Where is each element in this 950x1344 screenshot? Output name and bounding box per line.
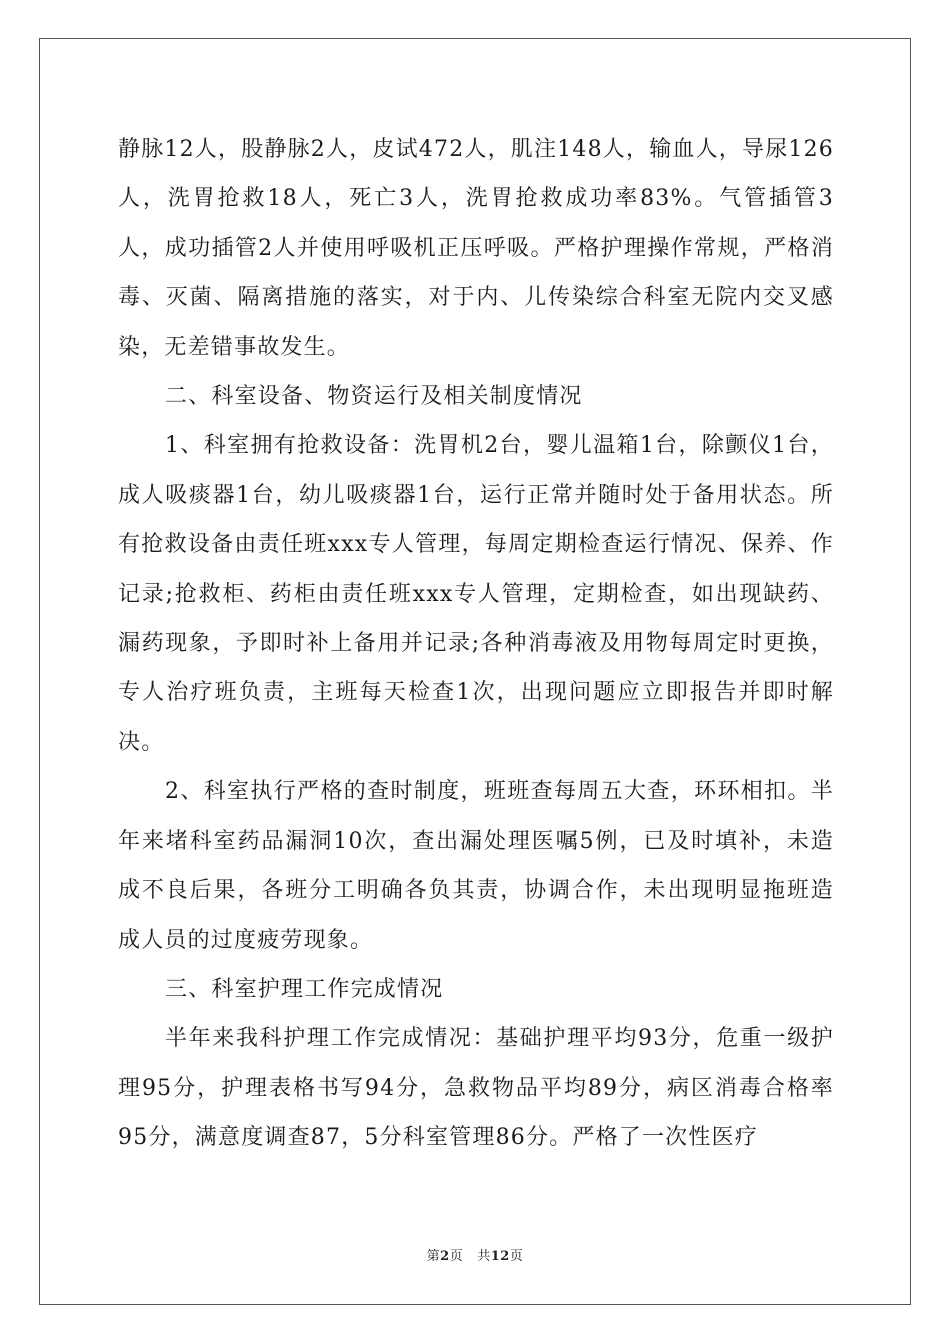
- heading-nursing-completion: 三、科室护理工作完成情况: [165, 976, 444, 1002]
- paragraph-nursing-scores: 半年来我科护理工作完成情况：基础护理平均93分，危重一级护理95分，护理表格书写94分，急救物品平均89分，病区消毒合格率95分，满意度调查87，5分科室管理86分。严格了一次性医疗: [118, 1026, 834, 1151]
- page-number-indicator: 第2页: [426, 1249, 464, 1264]
- document-body: [118, 125, 834, 1163]
- paragraph-treatment-stats: 静脉12人，股静脉2人，皮试472人，肌注148人，输血人，导尿126人，洗胃抢救18人，死亡3人，洗胃抢救成功率83%。气管插管3人，成功插管2人并使用呼吸机正压呼吸。严格护理操作常规，严格消毒、灭菌、隔离措施的落实，对于内、儿传染综合科室无院内交叉感染，无差错事故发生。: [118, 137, 834, 360]
- heading-equipment-section: 二、科室设备、物资运行及相关制度情况: [165, 384, 583, 410]
- paragraph-inspection-system: 2、科室执行严格的查时制度，班班查每周五大查，环环相扣。半年来堵科室药品漏洞10次，查出漏处理医嘱5例，已及时填补，未造成不良后果，各班分工明确各负其责，协调合作，未出现明显拖班造成人员的过度疲劳现象。: [118, 779, 834, 953]
- page-current: 2: [440, 1249, 450, 1264]
- paragraph-rescue-equipment: 1、科室拥有抢救设备：洗胃机2台，婴儿温箱1台，除颤仪1台，成人吸痰器1台，幼儿吸痰器1台，运行正常并随时处于备用状态。所有抢救设备由责任班xxx专人管理，每周定期检查运行情况、保养、作记录;抢救柜、药柜由责任班xxx专人管理，定期检查，如出现缺药、漏药现象，予即时补上备用并记录;各种消毒液及用物每周定时更换，专人治疗班负责，主班每天检查1次，出现问题应立即报告并即时解决。: [118, 433, 834, 755]
- page-total: 12: [490, 1249, 510, 1264]
- page-total-indicator: 共12页: [477, 1249, 524, 1264]
- page-footer: [0, 1248, 950, 1266]
